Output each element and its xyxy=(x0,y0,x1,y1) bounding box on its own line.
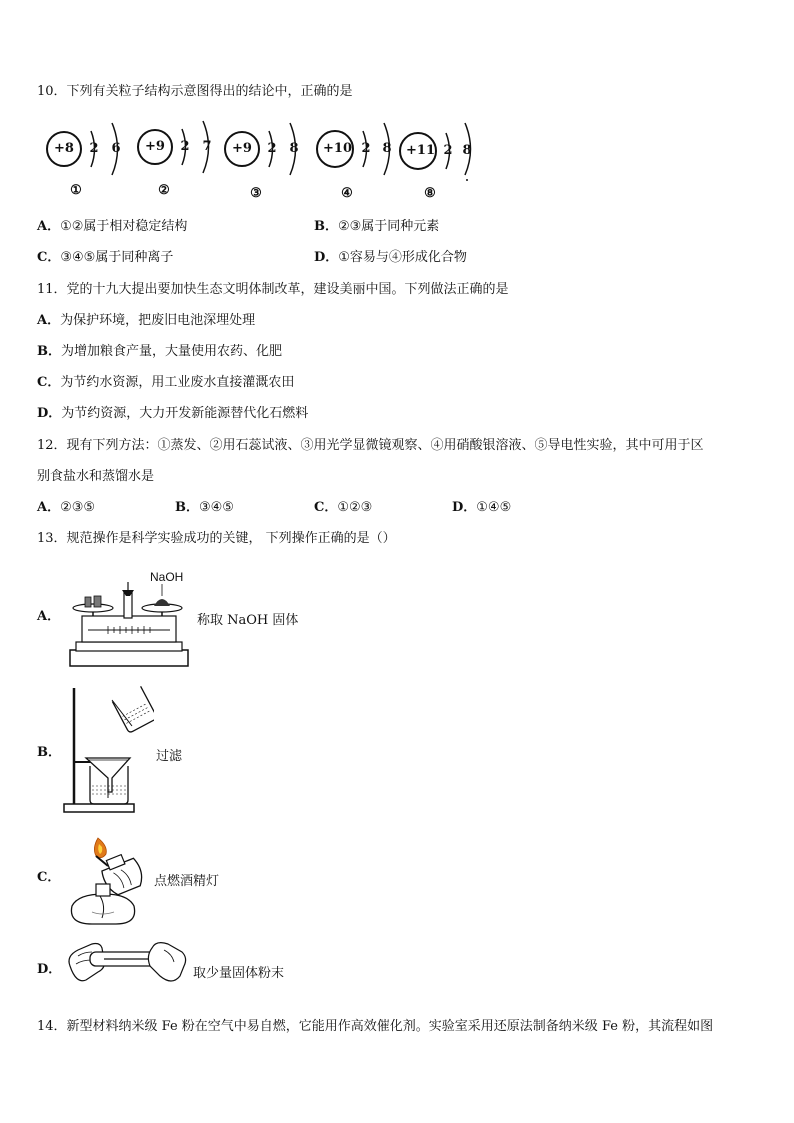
q10-option-c xyxy=(37,250,173,266)
option-key: C． xyxy=(37,250,61,265)
atom-shell-2: 6 xyxy=(111,141,121,156)
q12-stem-line-1: 12．现有下列方法：①蒸发、②用石蕊试液、③用光学显微镜观察、④用硝酸银溶液、⑤导电性实验，其中可用于区 xyxy=(37,438,704,453)
atom-nucleus: +10 xyxy=(323,141,352,156)
q12-option-b xyxy=(175,500,234,516)
option-key: B． xyxy=(314,219,338,234)
option-key: B． xyxy=(37,344,61,359)
q10-option-b xyxy=(314,219,439,235)
atom-diagram-1 xyxy=(42,117,132,207)
test-tube-illustration xyxy=(64,936,190,992)
option-key: A． xyxy=(37,219,61,234)
option-text: ①容易与④形成化合物 xyxy=(338,250,467,265)
atom-label: ④ xyxy=(341,186,353,201)
atom-shell-2: 8 xyxy=(382,141,392,156)
q13-option-a-key: A． xyxy=(37,609,61,624)
atom-diagram-3 xyxy=(222,117,312,207)
atom-shell-1: 2 xyxy=(267,141,277,156)
option-text: ②③属于同种元素 xyxy=(338,219,440,234)
option-text: ③④⑤ xyxy=(199,500,234,515)
option-text: 为节约资源，大力开发新能源替代化石燃料 xyxy=(61,406,309,421)
q10-option-d xyxy=(314,250,467,266)
q13-option-b-key: B． xyxy=(37,745,61,760)
atom-shell-2: 8 xyxy=(462,143,472,158)
option-key: D． xyxy=(452,500,477,515)
q11-option-c xyxy=(37,375,294,391)
option-key: D． xyxy=(37,406,62,421)
option-text: ①②③ xyxy=(337,500,373,515)
atom-shell-2: 7 xyxy=(202,139,212,154)
atom-shell-1: 2 xyxy=(89,141,99,156)
option-key: D． xyxy=(314,250,339,265)
q13-stem: 13．规范操作是科学实验成功的关键， 下列操作正确的是（） xyxy=(37,531,396,546)
q11-option-d xyxy=(37,406,308,422)
atom-nucleus: +9 xyxy=(145,139,165,154)
option-text: ①②属于相对稳定结构 xyxy=(60,219,188,234)
atom-shell-2: 8 xyxy=(289,141,299,156)
atom-diagram-5 xyxy=(398,117,488,207)
q13-option-c-key: C． xyxy=(37,870,61,885)
q14-stem: 14．新型材料纳米级 Fe 粉在空气中易自燃，它能用作高效催化剂。实验室采用还原法制备纳米级 Fe 粉，其流程如图 xyxy=(37,1019,714,1034)
q13-option-d-text: 取少量固体粉末 xyxy=(193,966,285,981)
atom-label: ③ xyxy=(250,186,262,201)
option-key: A． xyxy=(37,313,61,328)
option-text: ①④⑤ xyxy=(476,500,512,515)
q10-option-a xyxy=(37,219,187,235)
option-key: A． xyxy=(37,500,61,515)
q13-option-b-text: 过滤 xyxy=(156,749,183,764)
balance-illustration xyxy=(68,566,190,668)
atom-label: ⑧ xyxy=(424,186,436,201)
atom-diagram-2 xyxy=(133,117,223,207)
option-text: 为增加粮食产量，大量使用农药、化肥 xyxy=(61,344,283,359)
atom-nucleus: +9 xyxy=(232,141,252,156)
q12-stem-line-2: 别食盐水和蒸馏水是 xyxy=(37,469,155,484)
q12-option-d xyxy=(452,500,511,516)
q12-option-a xyxy=(37,500,95,516)
option-key: C． xyxy=(314,500,338,515)
atom-nucleus: +11 xyxy=(406,143,435,158)
option-key: C． xyxy=(37,375,61,390)
option-text: 为节约水资源，用工业废水直接灌溉农田 xyxy=(60,375,295,390)
option-text: ③④⑤属于同种离子 xyxy=(60,250,174,265)
option-text: ②③⑤ xyxy=(60,500,96,515)
q12-option-c xyxy=(314,500,372,516)
option-text: 为保护环境，把废旧电池深埋处理 xyxy=(60,313,256,328)
atom-shell-1: 2 xyxy=(443,143,453,158)
atom-shell-1: 2 xyxy=(180,139,190,154)
atom-nucleus: +8 xyxy=(54,141,74,156)
alcohol-lamp-illustration xyxy=(62,830,154,928)
atom-label: ② xyxy=(158,183,170,198)
q13-option-d-key: D． xyxy=(37,962,62,977)
q11-stem: 11．党的十九大提出要加快生态文明体制改革，建设美丽中国。下列做法正确的是 xyxy=(37,282,509,297)
q11-option-b xyxy=(37,344,282,360)
q11-option-a xyxy=(37,313,255,329)
q10-stem: 10．下列有关粒子结构示意图得出的结论中，正确的是 xyxy=(37,84,353,99)
naoh-label: NaOH xyxy=(150,570,184,584)
option-key: B． xyxy=(175,500,199,515)
atom-shell-1: 2 xyxy=(361,141,371,156)
filtration-illustration xyxy=(62,686,154,814)
q13-option-c-text: 点燃酒精灯 xyxy=(154,874,220,889)
q13-option-a-text: 称取 NaOH 固体 xyxy=(197,613,299,628)
atom-diagram-4 xyxy=(313,117,403,207)
atom-label: ① xyxy=(70,183,82,198)
